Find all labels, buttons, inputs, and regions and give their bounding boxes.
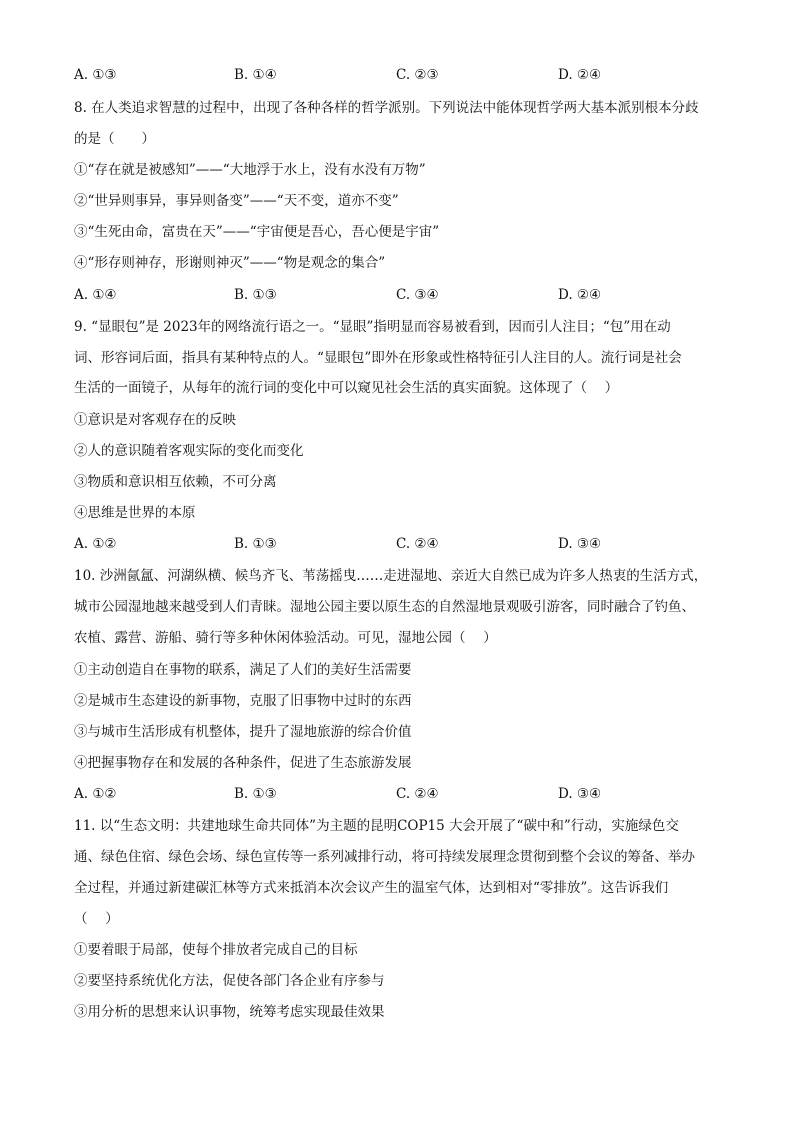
q11-item-1: ①要着眼于局部，使每个排放者完成自己的目标 (74, 942, 358, 958)
option-c: C. ②④ (396, 786, 439, 802)
q8-item-2: ②“世异则事异，事异则备变”——“天不变，道亦不变” (74, 193, 399, 209)
option-b: B. ①③ (234, 786, 277, 802)
q9-item-4: ④思维是世界的本原 (74, 505, 196, 521)
q10-item-3: ③与城市生活形成有机整体，提升了湿地旅游的综合价值 (74, 724, 412, 740)
option-c: C. ③④ (396, 287, 439, 303)
q10-options (74, 784, 734, 804)
q10-stem-line1: 10. 沙洲氤氲、河湖纵横、候鸟齐飞、苇荡摇曳……走进湿地、亲近大自然已成为许多人热衷的生活方式， (74, 568, 708, 584)
option-c: C. ②③ (396, 67, 439, 83)
q8-stem-line2: 的是（ ） (74, 131, 155, 147)
q9-options (74, 534, 734, 554)
q10-item-2: ②是城市生态建设的新事物，克服了旧事物中过时的东西 (74, 693, 412, 709)
option-d: D. ②④ (558, 287, 602, 303)
q11-stem-line1: 11. 以“生态文明：共建地球生命共同体”为主题的昆明COP15 大会开展了“碳中和”行动，实施绿色交 (74, 818, 679, 834)
q9-item-3: ③物质和意识相互依赖，不可分离 (74, 474, 277, 490)
option-d: D. ③④ (558, 786, 602, 802)
q9-stem-line2: 词、形容词后面，指具有某种特点的人。“显眼包”即外在形象或性格特征引人注目的人。流行词是社会 (74, 350, 682, 366)
option-a: A. ①② (74, 536, 117, 552)
q8-stem-line1: 8. 在人类追求智慧的过程中，出现了各种各样的哲学派别。下列说法中能体现哲学两大基本派别根本分歧 (74, 100, 699, 116)
q9-stem-line3: 生活的一面镜子，从每年的流行词的变化中可以窥见社会生活的真实面貌。这体现了（ ） (74, 380, 619, 396)
option-a: A. ①④ (74, 287, 117, 303)
option-d: D. ②④ (558, 67, 602, 83)
q9-item-1: ①意识是对客观存在的反映 (74, 412, 236, 428)
q10-item-1: ①主动创造自在事物的联系，满足了人们的美好生活需要 (74, 662, 412, 678)
q11-stem-line3: 全过程，并通过新建碳汇林等方式来抵消本次会议产生的温室气体，达到相对“零排放”。这告诉我们 (74, 880, 669, 896)
option-c: C. ②④ (396, 536, 439, 552)
option-a: A. ①② (74, 786, 117, 802)
q8-options (74, 285, 734, 305)
option-b: B. ①③ (234, 287, 277, 303)
q8-item-4: ④“形存则神存，形谢则神灭”——“物是观念的集合” (74, 255, 386, 271)
q8-item-3: ③“生死由命，富贵在天”——“宇宙便是吾心，吾心便是宇宙” (74, 224, 440, 240)
q11-stem-line4: （ ） (74, 911, 119, 927)
option-b: B. ①④ (234, 67, 277, 83)
q9-item-2: ②人的意识随着客观实际的变化而变化 (74, 443, 304, 459)
q11-stem-line2: 通、绿色住宿、绿色会场、绿色宣传等一系列减排行动，将可持续发展理念贯彻到整个会议的筹备、举办 (74, 849, 695, 865)
option-b: B. ①③ (234, 536, 277, 552)
q10-item-4: ④把握事物存在和发展的各种条件，促进了生态旅游发展 (74, 755, 412, 771)
option-a: A. ①③ (74, 67, 117, 83)
q10-stem-line2: 城市公园湿地越来越受到人们青睐。湿地公园主要以原生态的自然湿地景观吸引游客，同时融合了钓鱼、 (74, 599, 695, 615)
q11-item-3: ③用分析的思想来认识事物，统筹考虑实现最佳效果 (74, 1004, 385, 1020)
option-d: D. ③④ (558, 536, 602, 552)
q8-item-1: ①“存在就是被感知”——“大地浮于水上，没有水没有万物” (74, 162, 426, 178)
q9-stem-line1: 9. “显眼包”是 2023年的网络流行语之一。“显眼”指明显而容易被看到，因而引人注目；“包”用在动 (74, 319, 671, 335)
q11-item-2: ②要坚持系统优化方法，促使各部门各企业有序参与 (74, 973, 385, 989)
q10-stem-line3: 农植、露营、游船、骑行等多种休闲体验活动。可见，湿地公园（ ） (74, 630, 497, 646)
prev-question-options (74, 65, 734, 85)
